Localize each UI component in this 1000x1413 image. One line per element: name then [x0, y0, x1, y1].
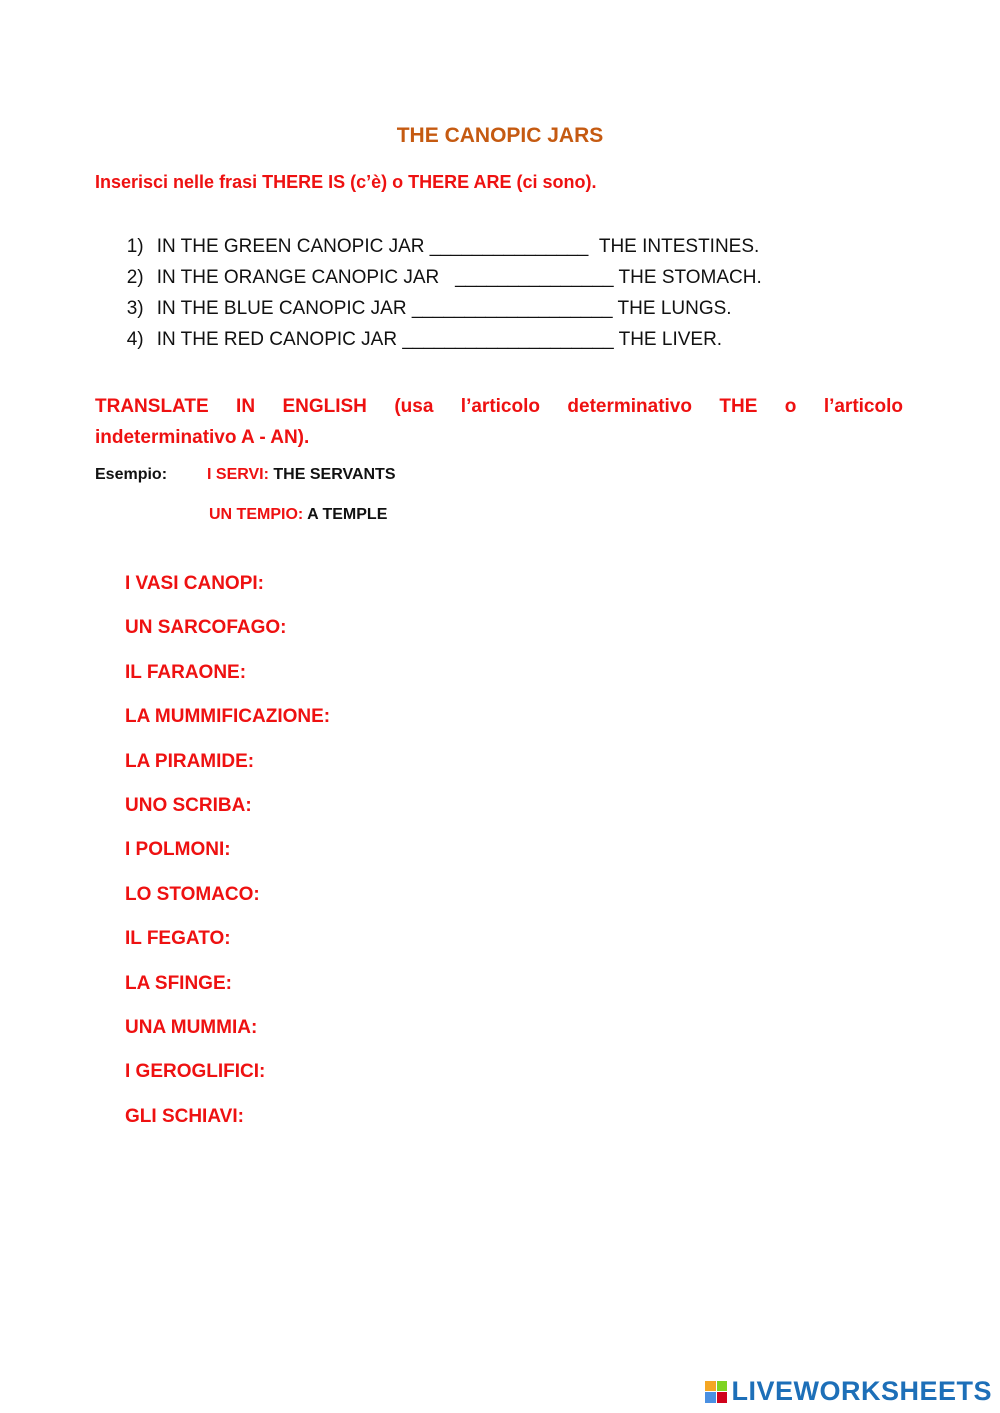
- sentence-text-after: THE STOMACH.: [613, 267, 762, 288]
- instruction-word: l’articolo: [460, 396, 540, 417]
- sentence-text-before: IN THE BLUE CANOPIC JAR: [156, 298, 412, 319]
- translation-item: I VASI CANOPI:: [125, 573, 264, 594]
- translation-item: IL FARAONE:: [125, 661, 247, 683]
- answer-blank[interactable]: _______________: [429, 236, 599, 257]
- sentence-list: [95, 214, 915, 350]
- instruction-there-is-are: Inserisci nelle frasi THERE IS (c’è) o THERE ARE (ci sono).: [95, 172, 597, 192]
- translation-item: I GEROGLIFICI:: [125, 1061, 266, 1083]
- translate-instruction: [95, 391, 903, 453]
- sentence-text-before: IN THE GREEN CANOPIC JAR: [156, 236, 430, 257]
- example-english: THE SERVANTS: [273, 466, 396, 483]
- example-label: Esempio:: [95, 466, 168, 483]
- sentence-text-after: THE LIVER.: [613, 329, 723, 350]
- translate-instruction-line2: indeterminativo A - AN).: [95, 427, 310, 448]
- sentence-text-after: THE LUNGS.: [612, 298, 732, 319]
- instruction-word: TRANSLATE: [95, 396, 209, 417]
- translation-item: UNO SCRIBA:: [125, 794, 252, 816]
- translation-item: LO STOMACO:: [125, 883, 260, 905]
- translation-item: LA MUMMIFICAZIONE:: [125, 706, 331, 728]
- translation-item: GLI SCHIAVI:: [125, 1105, 244, 1127]
- answer-blank[interactable]: ___________________: [411, 298, 613, 319]
- example-italian: UN TEMPIO:: [209, 506, 304, 523]
- page-title: THE CANOPIC JARS: [396, 124, 604, 147]
- example-row: [95, 466, 396, 484]
- answer-blank[interactable]: ____________________: [402, 329, 614, 350]
- sentence-number: 3): [126, 298, 144, 319]
- translation-item: UNA MUMMIA:: [125, 1016, 258, 1038]
- sentence-text-after: THE INTESTINES.: [598, 236, 760, 257]
- instruction-word: determinativo: [567, 396, 692, 417]
- sentence-number: 2): [126, 267, 144, 288]
- instruction-word: ENGLISH: [282, 396, 367, 417]
- example-row: [209, 506, 387, 524]
- translation-item: LA SFINGE:: [125, 972, 232, 994]
- liveworksheets-logo-icon: [705, 1381, 727, 1403]
- sentence-number: 1): [126, 236, 144, 257]
- example-italian: I SERVI:: [207, 466, 269, 483]
- liveworksheets-brand: [705, 1376, 992, 1407]
- translation-item: I POLMONI:: [125, 839, 231, 861]
- instruction-word: (usa: [394, 396, 434, 417]
- brand-name: LIVEWORKSHEETS: [731, 1376, 992, 1406]
- answer-blank[interactable]: _______________: [455, 267, 614, 288]
- instruction-word: o: [784, 396, 797, 417]
- instruction-word: THE: [719, 396, 758, 417]
- sentence-item: [95, 214, 915, 257]
- translation-word-list: [125, 573, 330, 1150]
- instruction-word: IN: [236, 396, 256, 417]
- translation-item: UN SARCOFAGO:: [125, 617, 287, 639]
- instruction-word: l’articolo: [823, 396, 903, 417]
- example-english: A TEMPLE: [307, 506, 388, 523]
- sentence-text-before: IN THE RED CANOPIC JAR: [156, 329, 403, 350]
- sentence-text-before: IN THE ORANGE CANOPIC JAR: [156, 267, 456, 288]
- translate-instruction-line1: [95, 391, 903, 422]
- translation-item: IL FEGATO:: [125, 928, 231, 950]
- translation-item: LA PIRAMIDE:: [125, 750, 255, 772]
- sentence-number: 4): [126, 329, 144, 350]
